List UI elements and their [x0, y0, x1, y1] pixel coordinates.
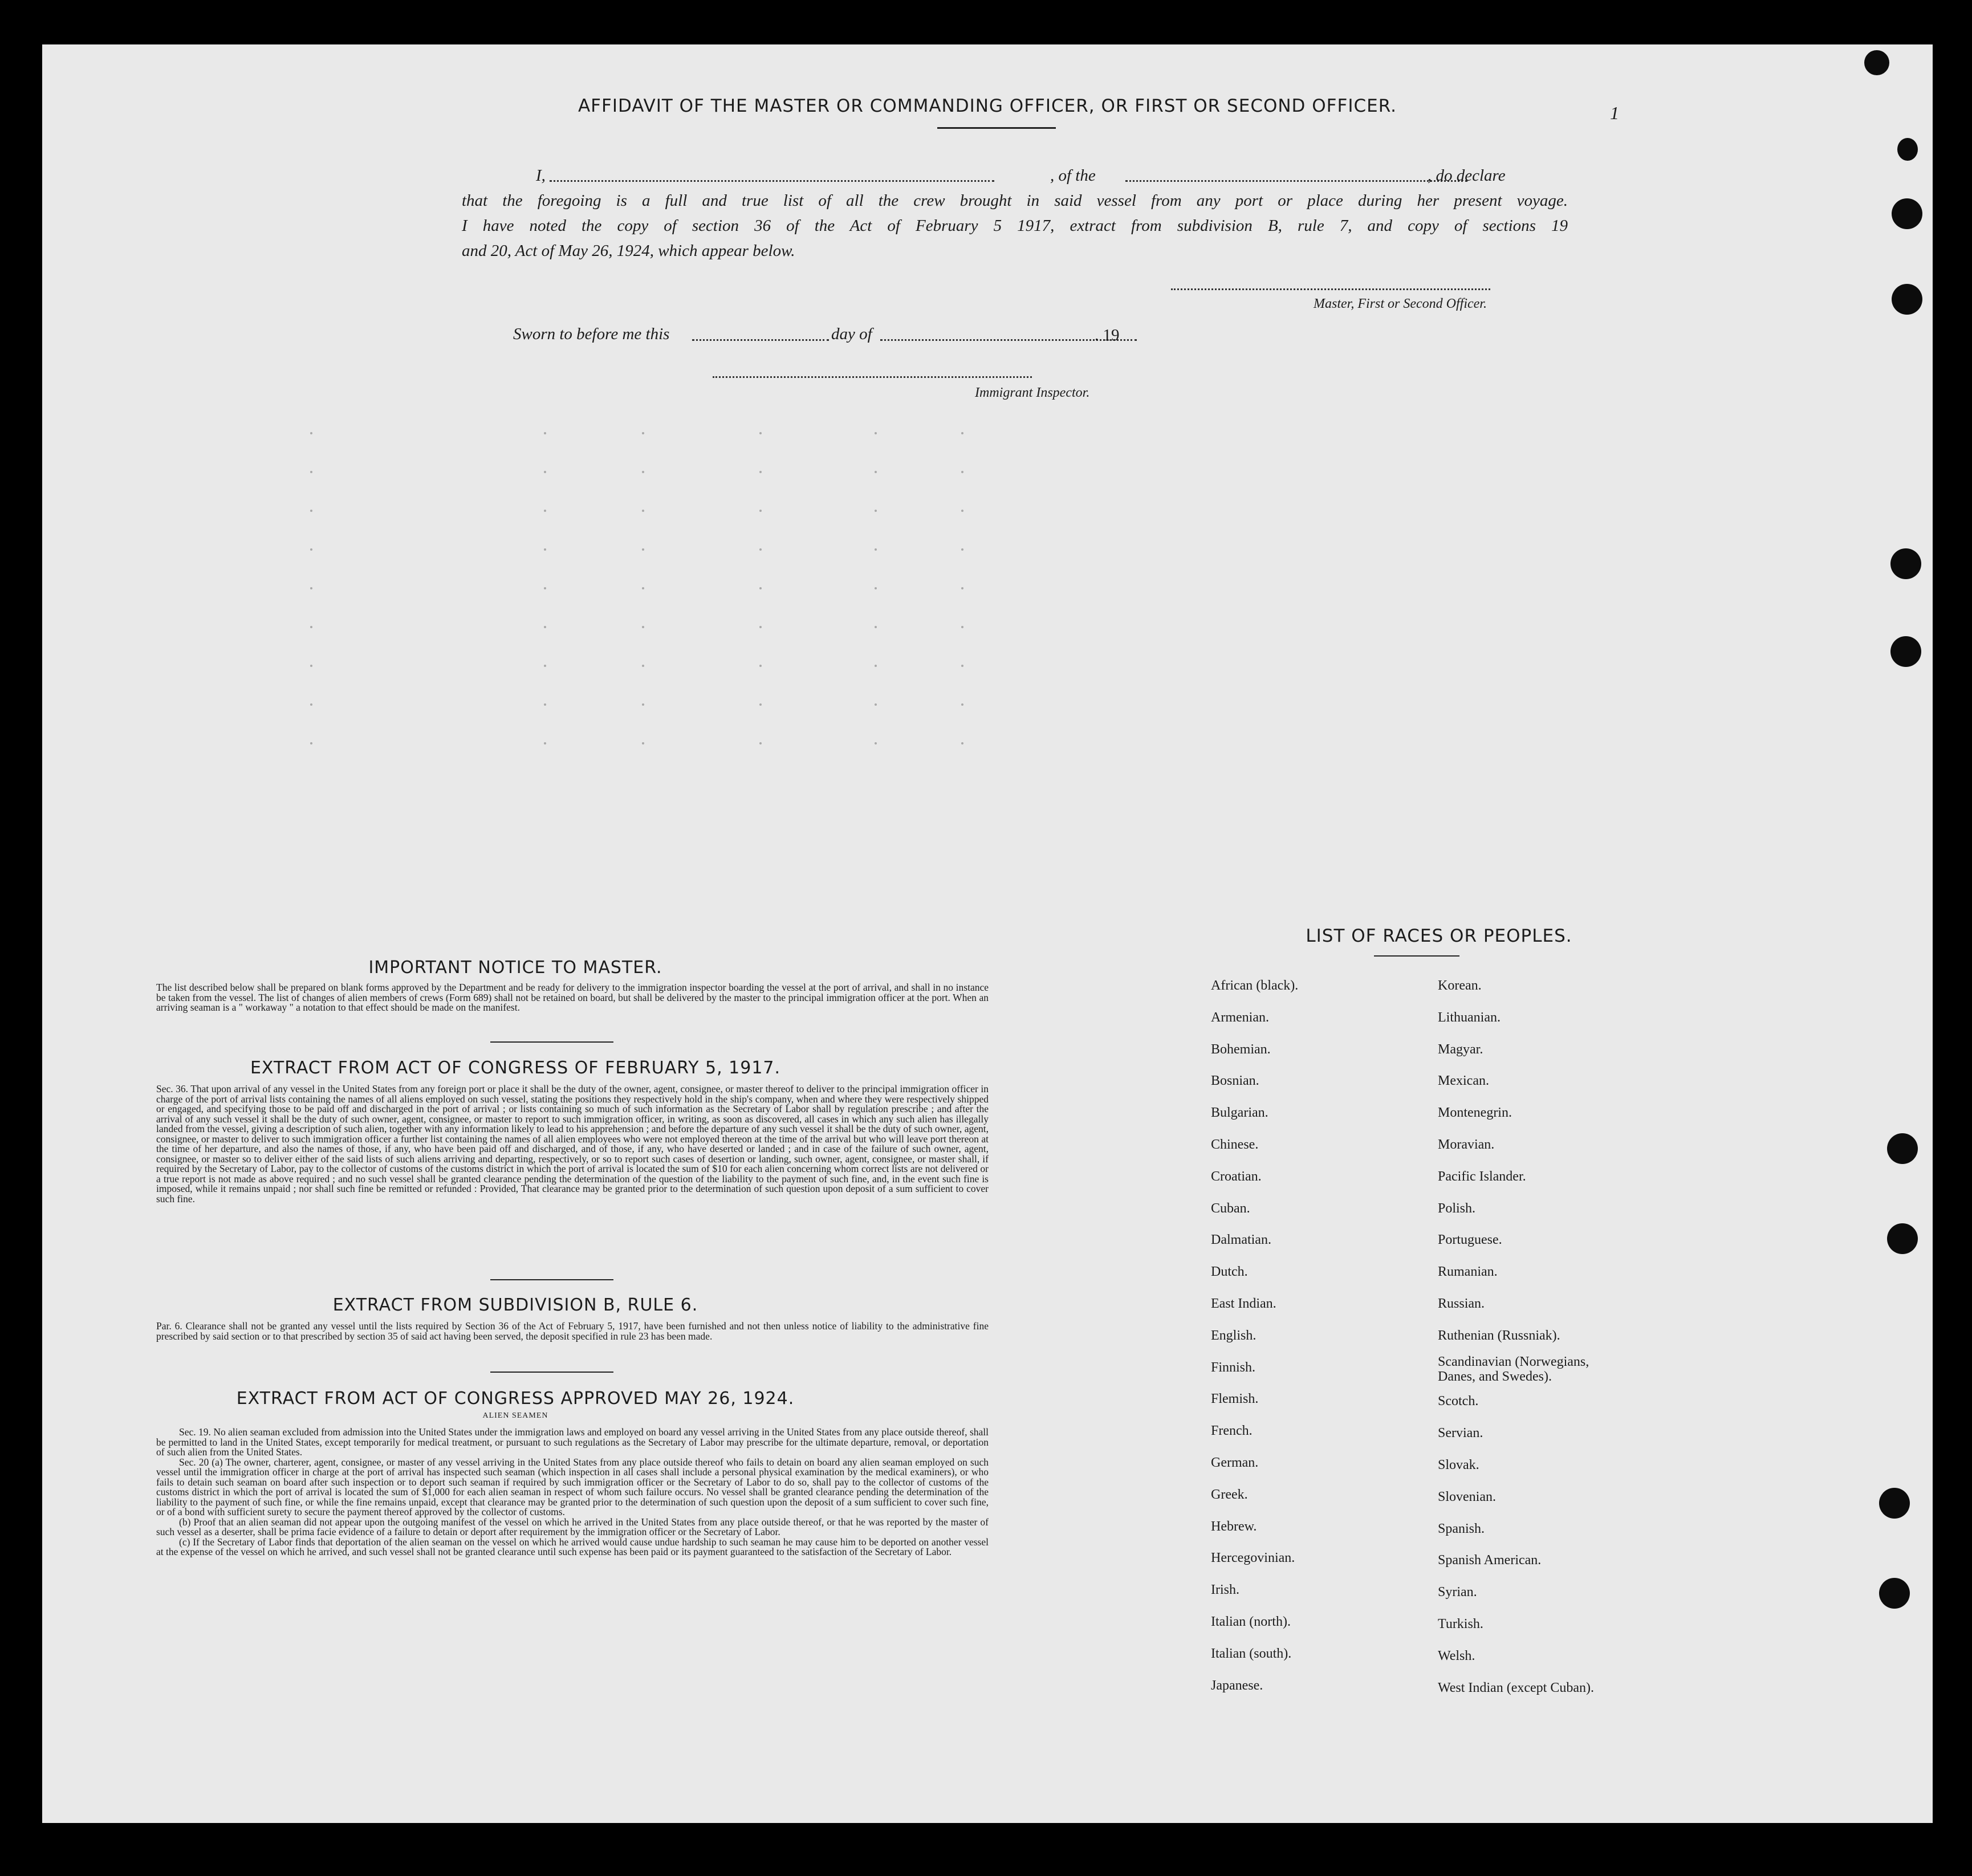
sec-20a: Sec. 20 (a) The owner, charterer, agent, consignee, or master of any vessel arriving in the United States from any place outside thereof who fails to detain on board any alien seaman employed on such vessel until the immigration officer in charge at the port of arrival has inspected such seaman (which inspection in all cases shall include a personal physical examination by the medical examiners), or who fails to detain such seaman on board after such inspection or to deport such seaman if required by such immigration officer or the Secretary of Labor to do so, shall pay to the collector of customs of the customs district in which the port of arrival is located the sum of $1,000 for each alien seaman in respect of whom such failure occurs. No vessel shall be granted clearance pending the determination of the liability to the payment of such fine, or while the fine remains unpaid, except that clearance may be granted prior to the determination of such question upon the deposit of a sum sufficient to cover such fine, or of a bond with sufficient surety to secure the payment thereof approved by the collector of customs.: [156, 1456, 989, 1517]
race-item: Hebrew.: [1211, 1519, 1257, 1534]
race-item: Korean.: [1438, 978, 1482, 993]
faint-mark: [875, 510, 877, 512]
faint-mark: [642, 703, 644, 706]
faint-mark: [875, 587, 877, 589]
punch-hole: [1890, 548, 1921, 579]
faint-mark: [642, 742, 644, 744]
faint-mark: [544, 432, 546, 434]
faint-mark: [310, 471, 312, 473]
sec-20b: (b) Proof that an alien seaman did not appear upon the outgoing manifest of the vessel on which he arrived in the United States from any place outside thereof, or that he was reported by the master of such vessel as a deserter, shall be prima facie evidence of a failure to detain or deport after requirement by the immigration officer or the Secretary of Labor.: [156, 1516, 989, 1537]
faint-mark: [875, 548, 877, 551]
race-item: Italian (south).: [1211, 1646, 1292, 1661]
race-item: Bohemian.: [1211, 1041, 1271, 1057]
faint-mark: [759, 510, 762, 512]
affidavit-line-3: I have noted the copy of section 36 of the Act of February 5 1917, extract from subdivision B, rule 7, and copy of sections 19: [462, 217, 1568, 235]
faint-mark: [961, 510, 963, 512]
race-item: Turkish.: [1438, 1616, 1483, 1631]
faint-mark: [544, 703, 546, 706]
faint-mark: [961, 471, 963, 473]
race-item: Armenian.: [1211, 1010, 1269, 1025]
extract-1917-body: Sec. 36. That upon arrival of any vessel in the United States from any foreign port or place it shall be the duty of the owner, agent, consignee, or master thereof to deliver to the principal immigration officer in charge of the port of arrival lists containing the names of all aliens employed on such vessel, stating the positions they respectively hold in the ship's company, when and where they were respectively shipped or engaged, and specifying those to be paid off and discharged in the port of arrival ; or lists containing so much of such information as the Secretary of Labor shall by regulation prescribe ; and after the arrival of any such vessel it shall be the duty of such owner, agent, consignee, or master to report to such immigration officer, in writing, as soon as discovered, all cases in which any such alien has illegally landed from the vessel, giving a description of such alien, together with any information likely to lead to his apprehension ; and before the departure of any such vessel it shall be the duty of such owner, agent, consignee, or master to deliver to such immigration officer a further list containing the names of all alien employees who were not employed thereon at the time of the arrival but who will leave port thereon at the time of her departure, and also the names of those, if any, who have been paid off and discharged, and of those, if any, who have deserted or landed ; and in case of the failure of such owner, agent, consignee, or master so to deliver either of the said lists of such aliens arriving and departing, respectively, or so to report such cases of desertion or landing, such owner, agent, consignee, or master shall, if required by the Secretary of Labor, pay to the collector of customs of the customs district in which the port of arrival is located the sum of $10 for each alien concerning whom correct lists are not delivered or a true report is not made as above required ; and no such vessel shall be granted clearance pending the determination of the question of the liability to the payment of such fine, and, in the event such fine is imposed, while it remains unpaid ; nor shall such fine be remitted or refunded : Provided, That clearance may be granted prior to the determination of such question upon deposit of a sum sufficient to cover such fine.: [156, 1083, 989, 1204]
faint-mark: [310, 626, 312, 628]
sec-19: Sec. 19. No alien seaman excluded from admission into the United States under the immigration laws and employed on board any vessel arriving in the United States from any place outside thereof, shall be permitted to land in the United States, except temporarily for medical treatment, or pursuant to such regulations as the Secretary of Labor may prescribe for the ultimate departure, removal, or deportation of such alien from the United States.: [156, 1426, 989, 1458]
punch-hole: [1887, 1223, 1918, 1254]
faint-mark: [961, 703, 963, 706]
extract-1917-title: EXTRACT FROM ACT OF CONGRESS OF FEBRUARY 5, 1917.: [250, 1058, 781, 1078]
faint-mark: [544, 548, 546, 551]
subdivision-b-body: Par. 6. Clearance shall not be granted any vessel until the lists required by Section 36 of the Act of February 5, 1917, have been furnished and not then unless notice of liability to the administrative fine prescribed by said section or to that prescribed by section 35 of said act having been served, the deposit specified in rule 23 has been made.: [156, 1320, 989, 1342]
notice-body: The list described below shall be prepared on blank forms approved by the Department and be ready for delivery to the immigration inspector boarding the vessel at the port of arrival, and shall in no instance be taken from the vessel. The list of changes of alien members of crews (Form 689) shall not be retained on board, but shall be delivered by the master to the principal immigration officer at the port. When an arriving seaman is a " workaway " a notation to that effect should be made on the manifest.: [156, 982, 989, 1013]
race-item: Dutch.: [1211, 1264, 1248, 1280]
faint-mark: [310, 548, 312, 551]
faint-mark: [875, 703, 877, 706]
faint-mark: [759, 548, 762, 551]
vessel-blank[interactable]: [1125, 180, 1467, 182]
races-title: LIST OF RACES OR PEOPLES.: [1306, 926, 1572, 946]
punch-hole: [1892, 284, 1922, 315]
affidavit-line-2: that the foregoing is a full and true list of all the crew brought in said vessel from any port or place during her present voyage.: [462, 192, 1568, 210]
race-item: Spanish American.: [1438, 1553, 1542, 1568]
race-item: Russian.: [1438, 1296, 1485, 1311]
race-item: Bulgarian.: [1211, 1105, 1268, 1121]
extract-1924-subtitle: ALIEN SEAMEN: [482, 1411, 548, 1420]
affidavit-do-declare: , do declare: [1428, 166, 1506, 185]
faint-mark: [759, 665, 762, 667]
race-item: Welsh.: [1438, 1648, 1475, 1663]
race-item: Moravian.: [1438, 1137, 1495, 1152]
faint-mark: [875, 626, 877, 628]
race-item: German.: [1211, 1455, 1259, 1470]
race-item: Mexican.: [1438, 1073, 1489, 1089]
faint-mark: [875, 665, 877, 667]
race-item: African (black).: [1211, 978, 1299, 993]
faint-mark: [759, 471, 762, 473]
sec-20c: (c) If the Secretary of Labor finds that deportation of the alien seaman on the vessel on which he arrived would cause undue hardship to such seaman he may cause him to be deported on another vessel at the expense of the vessel on which he arrived, and such vessel shall not be granted clearance until such expense has been paid or its payment guaranteed to the satisfaction of the Secretary of Labor.: [156, 1536, 989, 1557]
race-item: Chinese.: [1211, 1137, 1259, 1152]
race-item: Ruthenian (Russniak).: [1438, 1328, 1560, 1343]
race-item: Croatian.: [1211, 1169, 1262, 1184]
extract-1924-title: EXTRACT FROM ACT OF CONGRESS APPROVED MAY 26, 1924.: [236, 1389, 795, 1409]
faint-mark: [759, 742, 762, 744]
signature-label: Master, First or Second Officer.: [1314, 296, 1487, 311]
race-item: Rumanian.: [1438, 1264, 1498, 1280]
notice-title: IMPORTANT NOTICE TO MASTER.: [368, 958, 662, 978]
faint-mark: [875, 432, 877, 434]
faint-mark: [875, 471, 877, 473]
faint-mark: [759, 703, 762, 706]
faint-mark: [961, 626, 963, 628]
subdivision-b-title: EXTRACT FROM SUBDIVISION B, RULE 6.: [332, 1295, 698, 1315]
faint-mark: [642, 471, 644, 473]
extract-1917-divider: [490, 1279, 613, 1280]
title-underline: [937, 127, 1056, 129]
torn-corner-mark: [1897, 138, 1918, 161]
document-page: [42, 44, 1933, 1823]
race-item: Irish.: [1211, 1582, 1239, 1598]
faint-mark: [759, 587, 762, 589]
page-mark: 1: [1610, 103, 1619, 123]
faint-mark: [875, 742, 877, 744]
race-item: Finnish.: [1211, 1360, 1256, 1375]
torn-corner-mark: [1864, 50, 1889, 75]
signature-line[interactable]: [1171, 288, 1490, 290]
race-item: Slovak.: [1438, 1457, 1479, 1472]
faint-mark: [544, 510, 546, 512]
punch-hole: [1887, 1133, 1918, 1164]
faint-mark: [310, 703, 312, 706]
name-blank[interactable]: [550, 180, 994, 182]
faint-mark: [310, 665, 312, 667]
faint-mark: [961, 587, 963, 589]
affidavit-i: I,: [536, 166, 546, 185]
sworn-prefix: Sworn to before me this: [513, 325, 670, 343]
race-item: Cuban.: [1211, 1201, 1250, 1216]
faint-mark: [961, 665, 963, 667]
race-item: Hercegovinian.: [1211, 1551, 1295, 1566]
race-item: Spanish.: [1438, 1521, 1485, 1536]
race-item: Polish.: [1438, 1201, 1476, 1216]
race-item: Flemish.: [1211, 1391, 1259, 1407]
race-item: Italian (north).: [1211, 1614, 1291, 1629]
faint-mark: [759, 626, 762, 628]
races-right-column: [1438, 970, 1626, 1704]
faint-mark: [310, 587, 312, 589]
sworn-day-blank[interactable]: [692, 339, 829, 341]
race-item: Slovenian.: [1438, 1489, 1496, 1504]
sworn-day-of: day of: [831, 325, 872, 343]
faint-mark: [759, 432, 762, 434]
faint-mark: [642, 587, 644, 589]
faint-mark: [544, 665, 546, 667]
sworn-year: . 19: [1095, 326, 1120, 344]
race-item: English.: [1211, 1328, 1257, 1343]
faint-mark: [642, 548, 644, 551]
race-item: Magyar.: [1438, 1041, 1483, 1057]
faint-mark: [642, 432, 644, 434]
punch-hole: [1892, 198, 1922, 229]
affidavit-line-4: and 20, Act of May 26, 1924, which appear below.: [462, 242, 795, 260]
faint-mark: [961, 432, 963, 434]
races-left-column: [1211, 970, 1298, 1702]
race-item: Scotch.: [1438, 1394, 1479, 1409]
inspector-signature-line[interactable]: [713, 376, 1032, 378]
race-item: Japanese.: [1211, 1678, 1263, 1693]
faint-mark: [642, 665, 644, 667]
race-item: Syrian.: [1438, 1585, 1477, 1600]
faint-mark: [310, 510, 312, 512]
race-item: Portuguese.: [1438, 1232, 1502, 1248]
faint-mark: [961, 742, 963, 744]
faint-mark: [642, 510, 644, 512]
faint-mark: [544, 626, 546, 628]
faint-mark: [310, 742, 312, 744]
race-item: Pacific Islander.: [1438, 1169, 1526, 1184]
race-item: East Indian.: [1211, 1296, 1276, 1311]
race-item: Dalmatian.: [1211, 1232, 1271, 1248]
affidavit-title: AFFIDAVIT OF THE MASTER OR COMMANDING OFFICER, OR FIRST OR SECOND OFFICER.: [578, 96, 1397, 116]
affidavit-of-the: , of the: [1050, 166, 1096, 185]
punch-hole: [1890, 636, 1921, 667]
extract-1924-body: [156, 1427, 989, 1557]
race-item: Servian.: [1438, 1426, 1483, 1441]
race-item: Bosnian.: [1211, 1073, 1259, 1089]
faint-mark: [642, 626, 644, 628]
faint-mark: [310, 432, 312, 434]
inspector-label: Immigrant Inspector.: [975, 385, 1090, 400]
notice-divider: [490, 1041, 613, 1043]
race-item: Greek.: [1211, 1487, 1248, 1502]
punch-hole: [1879, 1578, 1910, 1609]
subdivision-b-divider: [490, 1372, 613, 1373]
faint-mark: [544, 742, 546, 744]
faint-mark: [544, 471, 546, 473]
races-underline: [1374, 955, 1459, 957]
race-item: Lithuanian.: [1438, 1010, 1501, 1025]
race-item: West Indian (except Cuban).: [1438, 1680, 1594, 1695]
race-item: Montenegrin.: [1438, 1105, 1512, 1121]
faint-mark: [961, 548, 963, 551]
race-item: Scandinavian (Norwegians, Danes, and Swedes).: [1438, 1354, 1589, 1384]
punch-hole: [1879, 1488, 1910, 1519]
faint-mark: [544, 587, 546, 589]
race-item: French.: [1211, 1423, 1253, 1439]
